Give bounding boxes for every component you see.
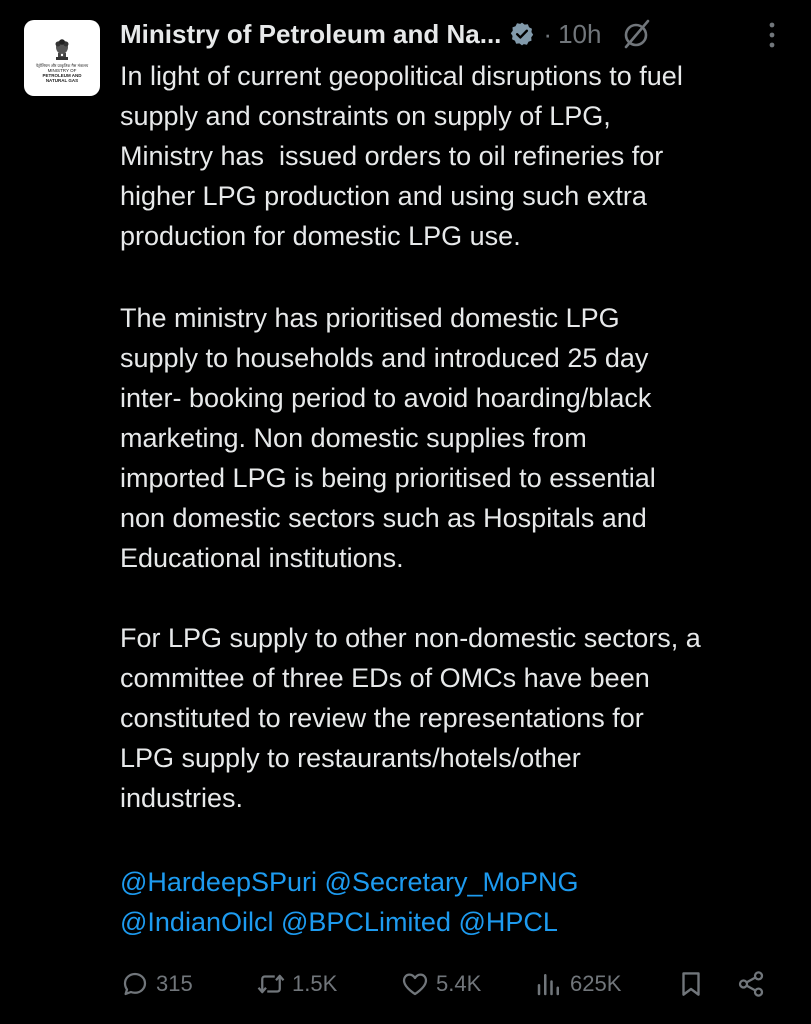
- views-icon: [534, 969, 564, 999]
- bookmark-icon: [676, 969, 706, 999]
- like-count: 5.4K: [436, 971, 482, 996]
- post-header: [120, 14, 800, 54]
- avatar-hindi-text: पेट्रोलियम और प्राकृतिक गैस मंत्रालय: [35, 63, 89, 68]
- header-separator: ·: [543, 18, 553, 49]
- reply-button[interactable]: [120, 962, 193, 1006]
- repost-icon: [256, 969, 286, 999]
- share-icon: [736, 969, 766, 999]
- avatar-line2: PETROLEUM AND: [42, 73, 82, 78]
- share-button[interactable]: [736, 962, 766, 1006]
- mention-link[interactable]: @HardeepSPuri: [120, 867, 318, 897]
- mention-link[interactable]: @BPCLimited: [281, 907, 451, 937]
- national-emblem-icon: [52, 37, 72, 61]
- like-icon: [400, 969, 430, 999]
- verified-badge-icon[interactable]: [509, 21, 535, 47]
- author-name[interactable]: Ministry of Petroleum and Na...: [120, 18, 502, 49]
- avatar-line3: NATURAL GAS: [45, 78, 79, 83]
- action-bar: [120, 962, 780, 1006]
- post-paragraph: The ministry has prioritised domestic LPG supply to households and introduced 25 day inter- booking period to avoid hoarding/black marketing. Non domestic supplies from imported LPG is being prioritised to essential non domestic sectors such as Hospitals and Educational institutions.: [120, 303, 656, 573]
- avatar[interactable]: [24, 20, 100, 96]
- views-button[interactable]: [534, 962, 621, 1006]
- repost-count: 1.5K: [292, 971, 338, 996]
- mention-link[interactable]: @IndianOilcl: [120, 907, 274, 937]
- reply-count: 315: [156, 971, 193, 996]
- avatar-line1: MINISTRY OF: [47, 68, 77, 73]
- reply-icon: [120, 969, 150, 999]
- post-body: [120, 56, 800, 937]
- repost-button[interactable]: [256, 962, 337, 1006]
- mentions: [120, 862, 800, 942]
- mention-link[interactable]: @HPCL: [458, 907, 558, 937]
- bookmark-button[interactable]: [676, 962, 706, 1006]
- post-paragraph: In light of current geopolitical disruptions to fuel supply and constraints on supply of LPG, Ministry has issued orders to oil refineries for higher LPG production and using such extra production for domestic LPG use.: [120, 61, 683, 251]
- post-timestamp[interactable]: 10h: [558, 18, 602, 49]
- grok-icon[interactable]: [621, 18, 653, 50]
- mention-link[interactable]: @Secretary_MoPNG: [324, 867, 579, 897]
- like-button[interactable]: [400, 962, 481, 1006]
- avatar-logo-text: [36, 63, 88, 83]
- post-paragraph: For LPG supply to other non-domestic sectors, a committee of three EDs of OMCs have been constituted to review the representations for LPG supply to restaurants/hotels/other industries.: [120, 623, 701, 813]
- views-count: 625K: [570, 971, 622, 996]
- more-options-icon[interactable]: [767, 20, 777, 50]
